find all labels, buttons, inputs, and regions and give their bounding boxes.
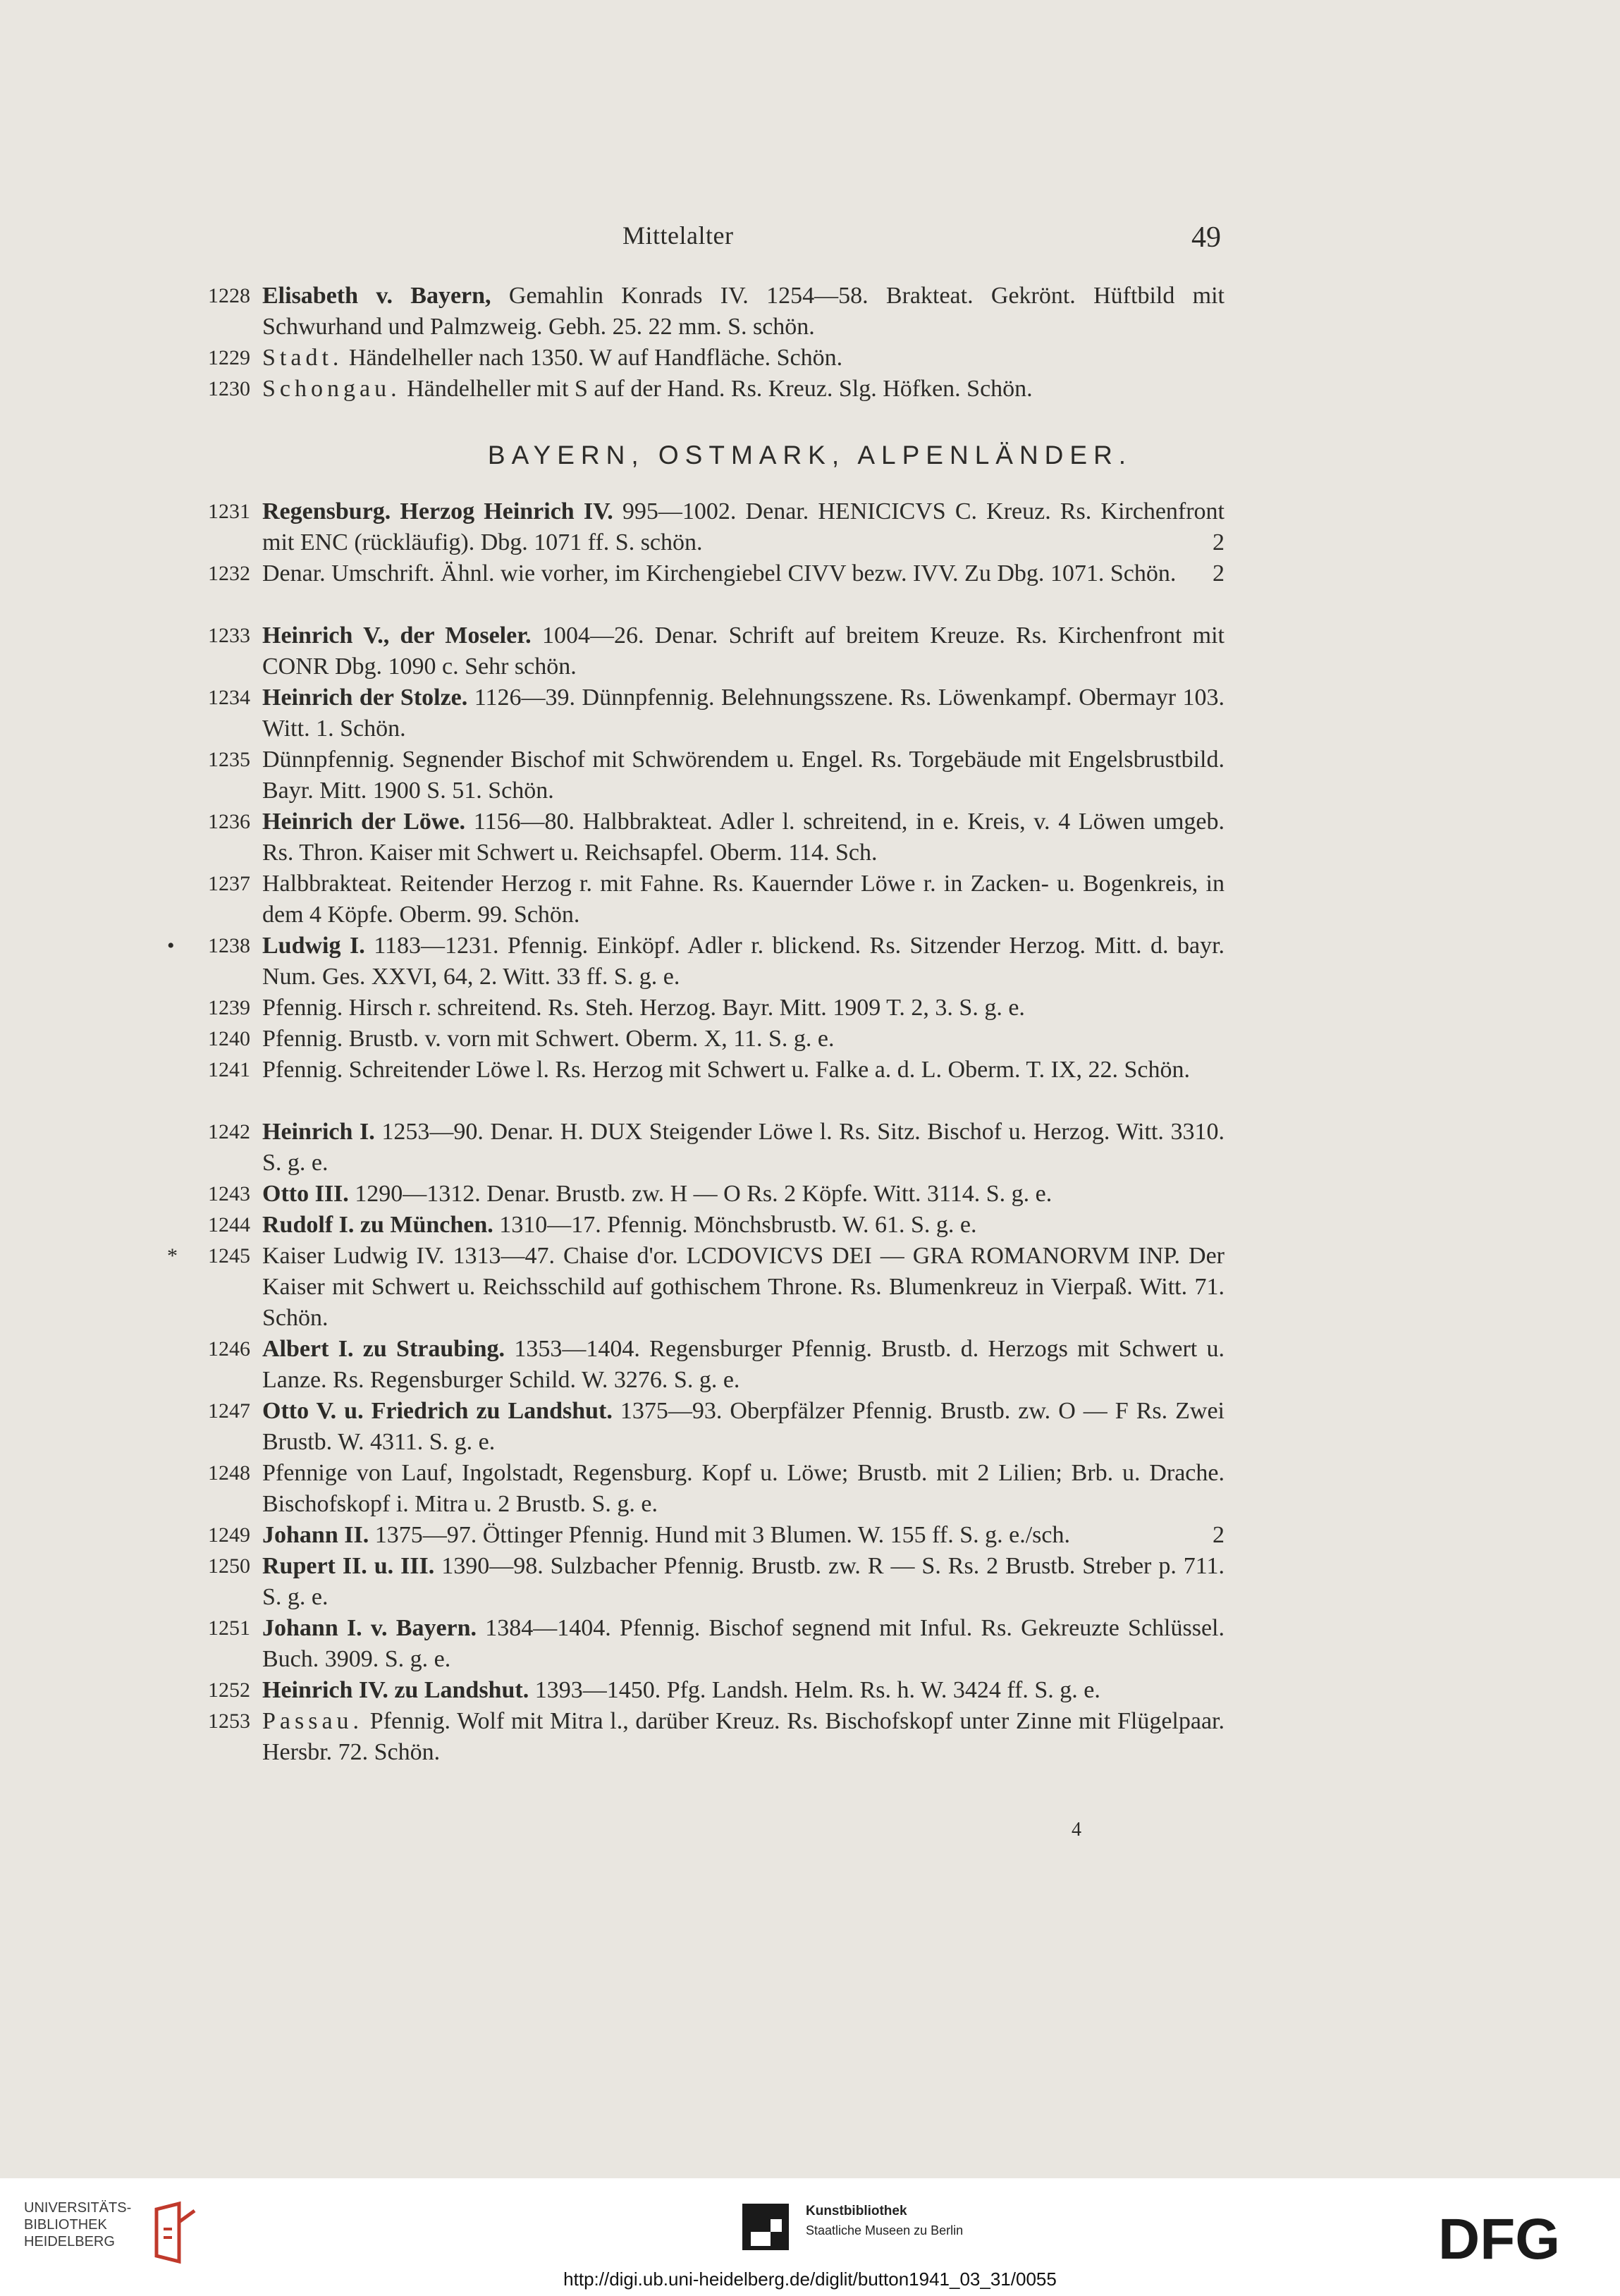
entry-number: 1245 [208, 1244, 250, 1267]
entry-text: 1156—80. Halbbrakteat. Adler l. schreitend, in e. Kreis, v. 4 Löwen umgeb. Rs. Thron. Kaiser mit Schwert u. Reichsapfel. Oberm. 114. Sch. [262, 809, 1225, 866]
entry-lead: Otto V. u. Friedrich zu Landshut. [262, 1398, 613, 1424]
catalog-entry [187, 1179, 1230, 1210]
university-line: BIBLIOTHEK [24, 2217, 107, 2233]
footer-bar [0, 2178, 1620, 2296]
entry-number: 1251 [208, 1616, 250, 1640]
entry-lead: Rupert II. u. III. [262, 1553, 435, 1579]
entry-body [262, 806, 1225, 868]
catalog-entry [187, 1551, 1230, 1613]
entry-lead: Schongau. [262, 376, 401, 402]
entry-body [262, 558, 1225, 589]
entry-number: 1250 [208, 1554, 250, 1578]
entry-body [262, 1706, 1225, 1768]
entry-number: 1242 [208, 1120, 250, 1143]
catalog-entry [187, 374, 1230, 405]
entry-body [262, 281, 1225, 343]
entry-text: Pfennig. Wolf mit Mitra l., darüber Kreuz. Rs. Bischofskopf unter Zinne mit Flügelpaar. Hersbr. 72. Schön. [262, 1708, 1225, 1765]
entry-number: 1235 [208, 748, 250, 771]
entry-body [262, 1551, 1225, 1613]
entry-marker: • [167, 934, 175, 957]
entry-text: Denar. Umschrift. Ähnl. wie vorher, im Kirchengiebel CIVV bezw. IVV. Zu Dbg. 1071. Schön. [262, 560, 1177, 587]
university-line: UNIVERSITÄTS- [24, 2200, 132, 2216]
entry-text: Halbbrakteat. Reitender Herzog r. mit Fahne. Rs. Kauernder Löwe r. in Zacken- u. Bogenkreis, in dem 4 Köpfe. Oberm. 99. Schön. [262, 871, 1225, 928]
entry-number: 1241 [208, 1058, 250, 1081]
catalog-entry [187, 343, 1230, 374]
entry-number: 1244 [208, 1213, 250, 1236]
entry-text: 1393—1450. Pfg. Landsh. Helm. Rs. h. W. 3424 ff. S. g. e. [534, 1677, 1100, 1703]
entry-text: 1384—1404. Pfennig. Bischof segnend mit Inful. Rs. Gekreuzte Schlüssel. Buch. 3909. S. g. e. [262, 1615, 1225, 1672]
entry-text: 1310—17. Pfennig. Mönchsbrustb. W. 61. S. g. e. [499, 1212, 977, 1238]
entry-number: 1228 [208, 284, 250, 307]
entry-body [262, 1334, 1225, 1396]
entry-quantity: 2 [1213, 529, 1225, 555]
library-subtitle: Staatliche Museen zu Berlin [806, 2223, 964, 2237]
entry-lead: Johann II. [262, 1522, 369, 1548]
entry-lead: Rudolf I. zu München. [262, 1212, 493, 1238]
entry-text: 1390—98. Sulzbacher Pfennig. Brustb. zw. R — S. Rs. 2 Brustb. Streber p. 711. S. g. e. [262, 1553, 1225, 1610]
catalog-entry [167, 1241, 1230, 1334]
entry-body [262, 374, 1225, 405]
entry-text: Pfennig. Brustb. v. vorn mit Schwert. Oberm. X, 11. S. g. e. [262, 1026, 835, 1052]
entry-body [262, 1117, 1225, 1179]
entry-text: 1375—97. Öttinger Pfennig. Hund mit 3 Blumen. W. 155 ff. S. g. e./sch. [374, 1522, 1070, 1548]
entry-text: Pfennige von Lauf, Ingolstadt, Regensburg. Kopf u. Löwe; Brustb. mit 2 Lilien; Brb. u. Drache. Bischofskopf i. Mitra u. 2 Brustb. S. g. e. [262, 1460, 1225, 1517]
entry-number: 1253 [208, 1709, 250, 1733]
entry-number: 1243 [208, 1182, 250, 1205]
university-name [24, 2199, 131, 2250]
entry-text: 1375—93. Oberpfälzer Pfennig. Brustb. zw. O — F Rs. Zwei Brustb. W. 4311. S. g. e. [262, 1398, 1225, 1455]
dfg-logo[interactable] [1438, 2212, 1600, 2269]
kunstbibliothek-logo[interactable] [742, 2198, 1024, 2261]
entry-lead: Heinrich V., der Moseler. [262, 622, 532, 649]
entry-lead: Heinrich der Löwe. [262, 809, 466, 835]
entry-lead: Heinrich der Stolze. [262, 684, 468, 711]
running-head [0, 221, 1620, 256]
entry-text: 1290—1312. Denar. Brustb. zw. H — O Rs. 2 Köpfe. Witt. 3114. S. g. e. [355, 1181, 1053, 1207]
entry-body [262, 620, 1225, 682]
entry-lead: Heinrich IV. zu Landshut. [262, 1677, 529, 1703]
section-heading: BAYERN, OSTMARK, ALPENLÄNDER. [487, 441, 1133, 469]
entry-text: Dünnpfennig. Segnender Bischof mit Schwörendem u. Engel. Rs. Torgebäude mit Engelsbrustbild. Bayr. Mitt. 1900 S. 51. Schön. [262, 747, 1225, 804]
catalog-entry [187, 1117, 1230, 1179]
entry-quantity: 2 [1213, 560, 1225, 587]
catalog-entry [187, 1210, 1230, 1241]
entry-number: 1232 [208, 562, 250, 585]
catalog-entry [187, 496, 1230, 558]
entry-body [262, 1024, 1225, 1055]
entry-number: 1236 [208, 810, 250, 833]
entry-number: 1240 [208, 1027, 250, 1050]
catalog-entry [187, 1520, 1230, 1551]
kunstbibliothek-emblem-icon [742, 2204, 789, 2250]
entry-body [262, 868, 1225, 931]
catalog-entry [187, 806, 1230, 868]
entry-body [262, 1396, 1225, 1458]
entry-number: 1239 [208, 996, 250, 1019]
entry-number: 1248 [208, 1461, 250, 1485]
catalog-entry [187, 558, 1230, 589]
entry-text: Gemahlin Konrads IV. 1254—58. Brakteat. Gekrönt. Hüftbild mit Schwurhand und Palmzweig. Gebh. 25. 22 mm. S. schön. [262, 283, 1225, 340]
entry-number: 1231 [208, 500, 250, 523]
entry-body [262, 1179, 1225, 1210]
entry-number: 1238 [208, 934, 250, 957]
entry-body [262, 1613, 1225, 1675]
running-title: Mittelalter [622, 221, 734, 250]
entry-number: 1247 [208, 1399, 250, 1423]
catalog-entry [167, 931, 1230, 993]
university-emblem-icon [151, 2201, 202, 2264]
catalog-entry [187, 1024, 1230, 1055]
catalog-entry [187, 1458, 1230, 1520]
entry-body [262, 1458, 1225, 1520]
entry-number: 1237 [208, 872, 250, 895]
entry-body [262, 1520, 1225, 1551]
entry-text: 1253—90. Denar. H. DUX Steigender Löwe l. Rs. Sitz. Bischof u. Herzog. Witt. 3310. S. g. e. [262, 1119, 1225, 1176]
entry-number: 1252 [208, 1678, 250, 1702]
catalog-entry [187, 620, 1230, 682]
entry-body [262, 682, 1225, 744]
entry-body [262, 343, 1225, 374]
catalog-entry [187, 1675, 1230, 1706]
entry-body [262, 496, 1225, 558]
entry-lead: Albert I. zu Straubing. [262, 1336, 505, 1362]
entry-text: Pfennig. Schreitender Löwe l. Rs. Herzog mit Schwert u. Falke a. d. L. Oberm. T. IX, 22. Schön. [262, 1057, 1190, 1083]
entry-lead: Heinrich I. [262, 1119, 375, 1145]
entry-text: Pfennig. Hirsch r. schreitend. Rs. Steh. Herzog. Bayr. Mitt. 1909 T. 2, 3. S. g. e. [262, 995, 1025, 1021]
signature-mark: 4 [1072, 1819, 1081, 1841]
entry-number: 1233 [208, 624, 250, 647]
entry-text: 1126—39. Dünnpfennig. Belehnungsszene. Rs. Löwenkampf. Obermayr 103. Witt. 1. Schön. [262, 684, 1225, 742]
entry-body [262, 931, 1225, 993]
catalog-entry [187, 1396, 1230, 1458]
entry-text: 1353—1404. Regensburger Pfennig. Brustb. d. Herzogs mit Schwert u. Lanze. Rs. Regensburger Schild. W. 3276. S. g. e. [262, 1336, 1225, 1393]
catalog-entry [187, 1055, 1230, 1086]
catalog-entry [187, 281, 1230, 343]
entry-lead: Passau. [262, 1708, 364, 1734]
permalink-url[interactable]: http://digi.ub.uni-heidelberg.de/diglit/button1941_03_31/0055 [563, 2269, 1057, 2290]
entry-lead: Ludwig I. [262, 933, 365, 959]
entry-lead: Otto III. [262, 1181, 349, 1207]
entry-body [262, 993, 1225, 1024]
entry-number: 1246 [208, 1337, 250, 1361]
entry-text: Händelheller nach 1350. W auf Handfläche. Schön. [348, 345, 843, 371]
entry-body [262, 1210, 1225, 1241]
entry-text: Händelheller mit S auf der Hand. Rs. Kreuz. Slg. Höfken. Schön. [407, 376, 1033, 402]
library-title: Kunstbibliothek [806, 2204, 907, 2218]
entry-lead: Stadt. [262, 345, 343, 371]
catalog-entry [187, 1613, 1230, 1675]
entry-text: 995—1002. Denar. HENICICVS C. Kreuz. Rs. Kirchenfront mit ENC (rückläufig). Dbg. 1071 ff. S. schön. [262, 498, 1225, 555]
entry-text: Kaiser Ludwig IV. 1313—47. Chaise d'or. LCDOVICVS DEI — GRA ROMANORVM INP. Der Kaiser mit Schwert u. Reichsschild auf gothischem Throne. Rs. Blumenkreuz in Vierpaß. Witt. 71. Schön. [262, 1243, 1225, 1331]
entry-number: 1229 [208, 346, 250, 369]
entry-body [262, 1675, 1225, 1706]
entry-lead: Elisabeth v. Bayern, [262, 283, 491, 309]
entry-marker: * [167, 1244, 178, 1267]
entry-number: 1230 [208, 377, 250, 400]
university-line: HEIDELBERG [24, 2234, 115, 2249]
entry-text: 1004—26. Denar. Schrift auf breitem Kreuze. Rs. Kirchenfront mit CONR Dbg. 1090 c. Sehr schön. [262, 622, 1225, 680]
dfg-logo-text: DFG [1438, 2212, 1561, 2269]
page-number: 49 [1191, 221, 1221, 254]
entry-number: 1249 [208, 1523, 250, 1547]
entry-quantity: 2 [1213, 1522, 1225, 1548]
catalog-entry [187, 1334, 1230, 1396]
entry-lead: Regensburg. Herzog Heinrich IV. [262, 498, 613, 524]
catalog-entry [187, 868, 1230, 931]
catalog-entry [187, 993, 1230, 1024]
entry-text: 1183—1231. Pfennig. Einköpf. Adler r. blickend. Rs. Sitzender Herzog. Mitt. d. bayr. Num. Ges. XXVI, 64, 2. Witt. 33 ff. S. g. e. [262, 933, 1225, 990]
entry-number: 1234 [208, 686, 250, 709]
catalog-entry [187, 1706, 1230, 1768]
entry-body [262, 1055, 1225, 1086]
catalog-entry [187, 744, 1230, 806]
entry-body [262, 744, 1225, 806]
entry-body [262, 1241, 1225, 1334]
catalog-entry [187, 682, 1230, 744]
entry-lead: Johann I. v. Bayern. [262, 1615, 477, 1641]
